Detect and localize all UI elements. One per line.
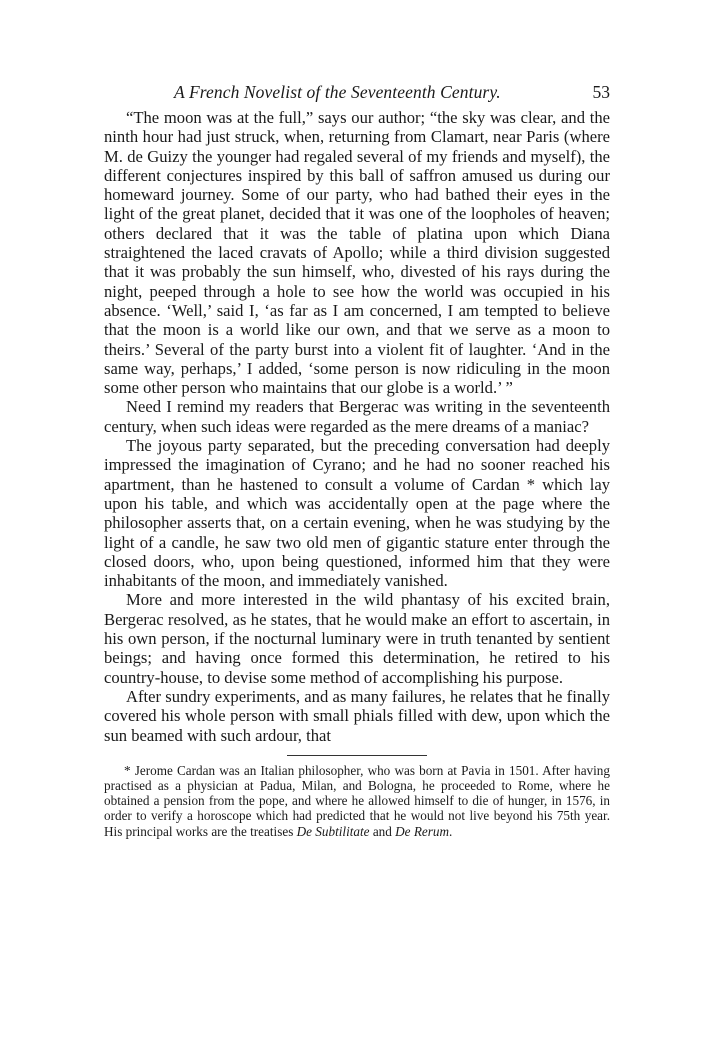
paragraph-cardan: The joyous party separated, but the preceding conversation had deeply impressed the imagination of Cyrano; and he had no sooner reached his apartment, than he hastened to consult a volume of Cardan * which lay upon his table, and which was accidentally open at the page where the philosopher asserts that, on a certain evening, when he was studying by the light of a candle, he saw two old men of gigantic stature enter through the closed doors, who, upon being questioned, informed him that they were inhabitants of the moon, and immediately vanished.	[104, 436, 610, 591]
footnote-end: .	[449, 823, 453, 839]
page-number: 53	[592, 82, 610, 102]
paragraph-resolve: More and more interested in the wild phantasy of his excited brain, Bergerac resolved, as he states, that he would make an effort to ascertain, in his own person, if the nocturnal luminary were in truth tenanted by sentient beings; and having once formed this determination, he retired to his country-house, to devise some method of accomplishing his purpose.	[104, 590, 610, 687]
body-text	[104, 108, 610, 745]
book-page	[104, 78, 610, 839]
paragraph-reminder: Need I remind my readers that Bergerac was writing in the seventeenth century, when such ideas were regarded as the mere dreams of a maniac?	[104, 397, 610, 436]
paragraph-quotation: “The moon was at the full,” says our author; “the sky was clear, and the ninth hour had just struck, when, returning from Clamart, near Paris (where M. de Guizy the younger had regaled several of my friends and myself), the different conjectures inspired by this ball of saffron amused us during our homeward journey. Some of our party, who had bathed their eyes in the light of the great planet, decided that it was one of the loopholes of heaven; others declared that it was the table of platina upon which Diana straightened the laced cravats of Apollo; while a third division suggested that it was probably the sun himself, who, divested of his rays during the night, peeped through a hole to see how the world was occupied in his absence. ‘Well,’ said I, ‘as far as I am concerned, I am tempted to believe that the moon is a world like our own, and that we serve as a moon to theirs.’ Several of the party burst into a violent fit of laughter. ‘And in the same way, perhaps,’ I added, ‘some person is now ridiculing in the moon some other person who maintains that our globe is a world.’ ”	[104, 108, 610, 398]
running-head	[104, 78, 610, 108]
footnote-divider	[287, 755, 427, 756]
footnote-work-1: De Subtilitate	[296, 823, 370, 839]
paragraph-experiments: After sundry experiments, and as many failures, he relates that he finally covered his whole person with small phials filled with dew, upon which the sun beamed with such ardour, that	[104, 686, 610, 745]
footnote-work-2: De Rerum	[395, 823, 449, 839]
footnote	[104, 763, 610, 839]
running-title: A French Novelist of the Seventeenth Century.	[174, 82, 501, 102]
footnote-joiner: and	[369, 823, 396, 839]
footnote-text: * Jerome Cardan was an Italian philosopher, who was born at Pavia in 1501. After having practised as a physician at Padua, Milan, and Bologna, he proceeded to Rome, where he obtained a pension from the pope, and where he allowed himself to die of hunger, in 1576, in order to verify a horoscope which had predicted that he would not live beyond his 75th year. His principal works are the treatises	[104, 762, 610, 839]
